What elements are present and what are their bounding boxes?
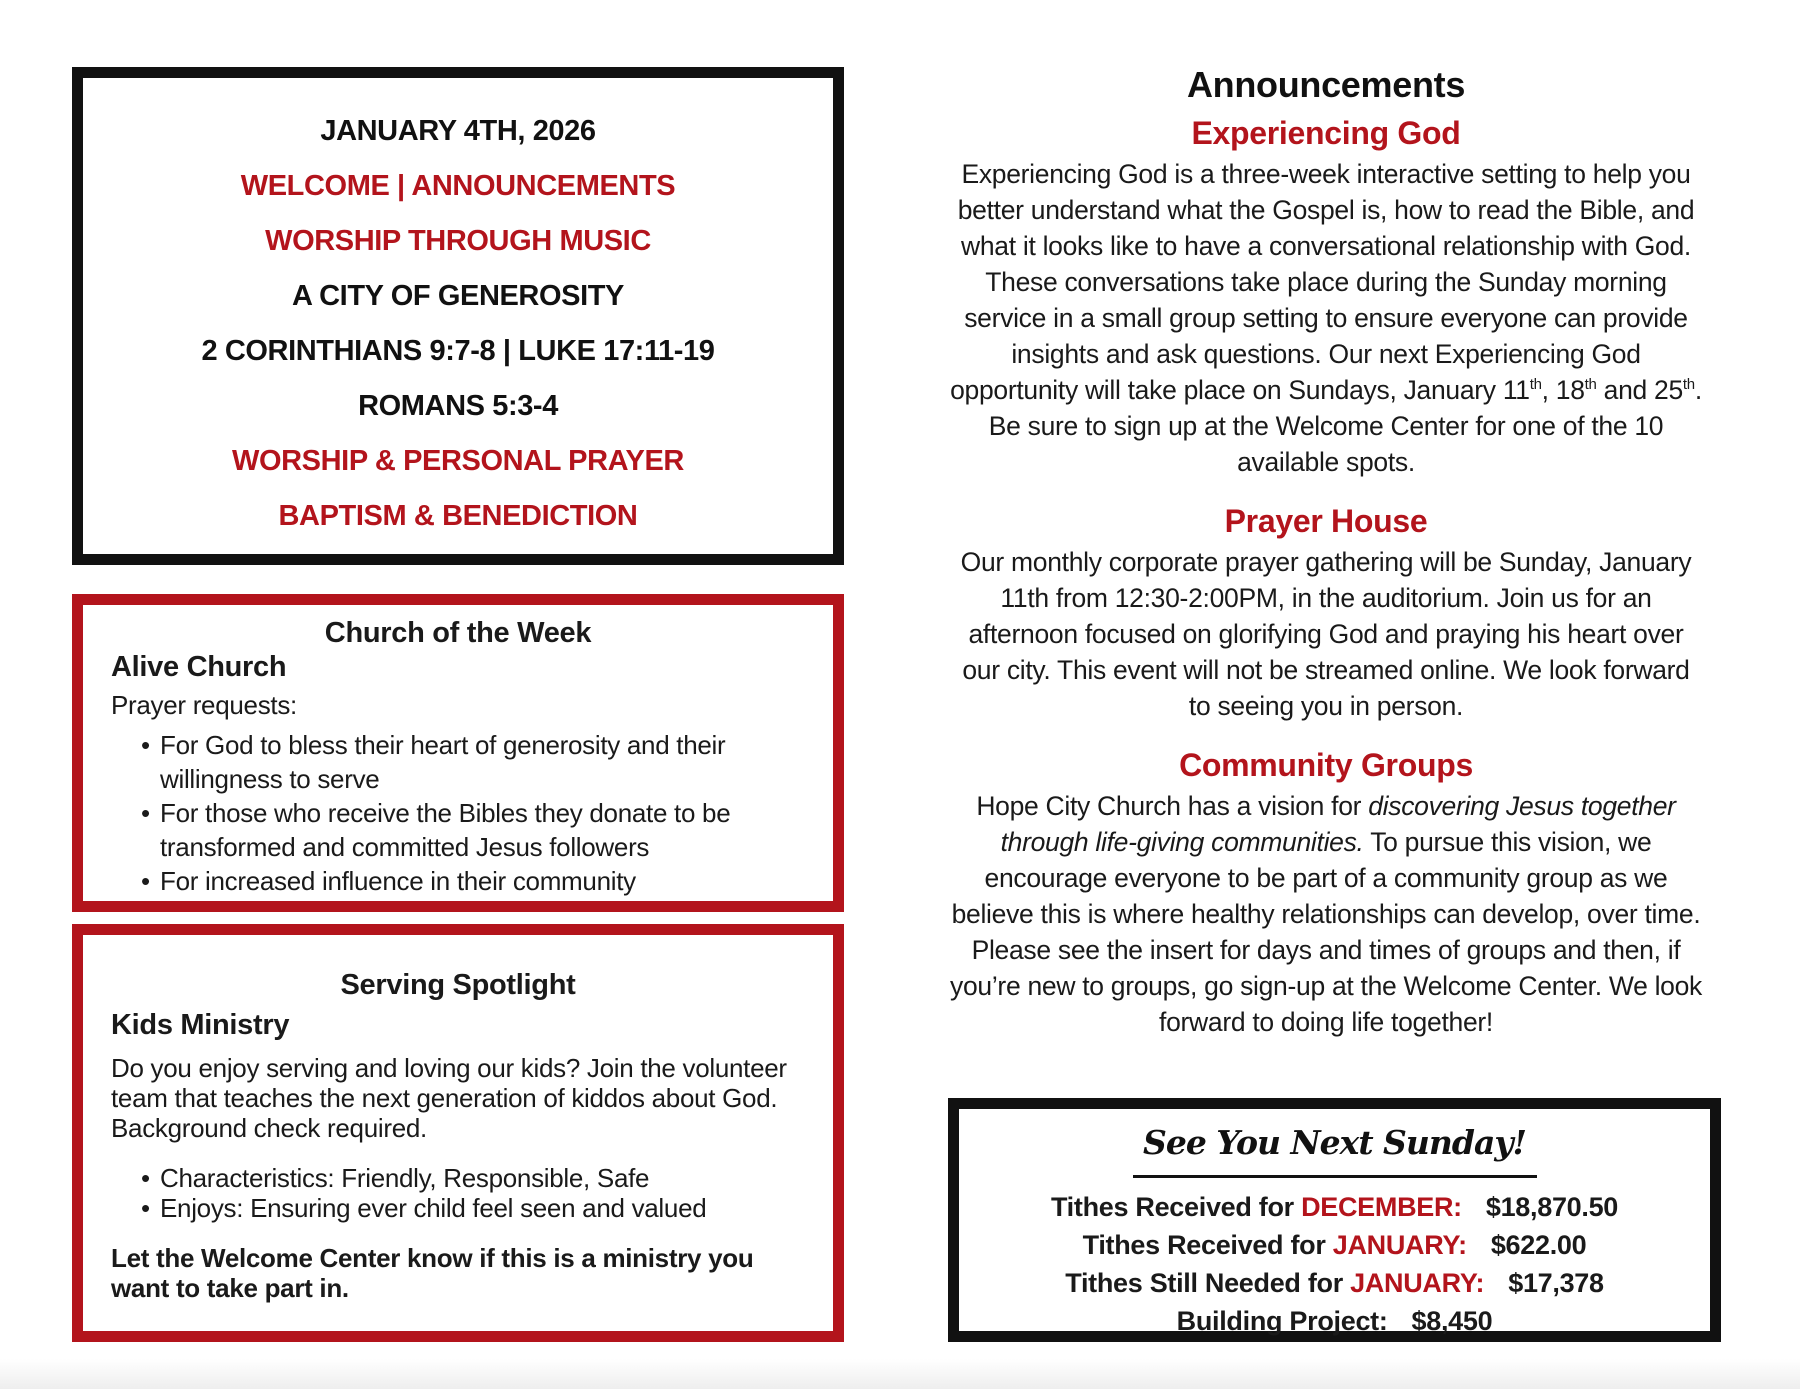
church-of-week-title: Church of the Week (324, 617, 592, 649)
list-item: • For those who receive the Bibles they donate to be transformed and committed Jesus followers (141, 796, 833, 864)
community-groups-text: Hope City Church has a vision for discovering Jesus together through life-giving communities. To pursue this vision, we encourage everyone to be part of a community group as we believe this is where healthy relationships can develop, over time. Please see the insert for days and times of groups and then, if you’re new to groups, go sign-up at the Welcome Center. We look forward to doing life together! (950, 791, 1702, 1037)
see-you-heading: See You Next Sunday! (1143, 1123, 1526, 1162)
ministry-name: Kids Ministry (111, 1009, 290, 1041)
ministry-bullet-list (141, 1163, 833, 1223)
list-item: • Characteristics: Friendly, Responsible, Safe (141, 1163, 833, 1193)
prayer-request-list (141, 728, 833, 898)
list-item: • For God to bless their heart of generosity and their willingness to serve (141, 728, 833, 796)
experiencing-god-text: Experiencing God is a three-week interactive setting to help you better understand what the Gospel is, how to read the Bible, and what it looks like to have a conversational relationship with God. These conversations take place during the Sunday morning service in a small group setting to ensure everyone can provide insights and ask questions. Our next Experiencing God opportunity will take place on Sundays, January 11th, 18th and 25th. Be sure to sign up at the Welcome Center for one of the 10 available spots. (950, 159, 1702, 477)
divider (1133, 1175, 1537, 1178)
order-item-baptism: BAPTISM & BENEDICTION (278, 500, 638, 532)
tithe-row-building-project: Building Project: $8,450 (1176, 1306, 1493, 1336)
list-item: • Enjoys: Ensuring ever child feel seen and valued (141, 1193, 833, 1223)
prayer-house-text: Our monthly corporate prayer gathering will be Sunday, January 11th from 12:30-2:00PM, in the auditorium. Join us for an afternoon focused on glorifying God and praying his heart over our city. This event will not be streamed online. We look forward to seeing you in person. (960, 547, 1692, 721)
list-item: • For increased influence in their community (141, 864, 833, 898)
experiencing-god-heading: Experiencing God (1191, 115, 1461, 151)
sermon-title: A CITY OF GENEROSITY (292, 280, 624, 312)
ministry-description: Do you enjoy serving and loving our kids? Join the volunteer team that teaches the next generation of kiddos about God. Background check required. (111, 1053, 787, 1143)
order-item-worship-prayer: WORSHIP & PERSONAL PRAYER (232, 445, 684, 477)
community-groups-heading: Community Groups (1179, 747, 1473, 783)
order-of-service-box (72, 67, 844, 565)
church-name: Alive Church (111, 651, 287, 683)
announcements-column (950, 60, 1702, 1040)
announcements-title: Announcements (1186, 64, 1466, 105)
scripture-reference-2: ROMANS 5:3-4 (358, 390, 558, 422)
order-item-worship-music: WORSHIP THROUGH MUSIC (265, 225, 651, 257)
service-date: JANUARY 4TH, 2026 (320, 115, 596, 147)
serving-spotlight-title: Serving Spotlight (340, 969, 576, 1001)
tithes-box (948, 1098, 1721, 1342)
church-of-week-box (72, 594, 844, 912)
serving-spotlight-box (72, 924, 844, 1342)
tithe-row-january-received: Tithes Received for JANUARY: $622.00 (1082, 1230, 1587, 1260)
scripture-reference: 2 CORINTHIANS 9:7-8 | LUKE 17:11-19 (201, 335, 715, 367)
ministry-call-to-action: Let the Welcome Center know if this is a ministry you want to take part in. (111, 1243, 754, 1303)
tithe-row-december: Tithes Received for DECEMBER: $18,870.50 (1050, 1192, 1619, 1222)
prayer-house-heading: Prayer House (1224, 503, 1428, 539)
page-bottom-shadow (0, 1359, 1800, 1389)
order-item-welcome: WELCOME | ANNOUNCEMENTS (240, 170, 676, 202)
prayer-requests-label: Prayer requests: (111, 690, 297, 720)
tithe-row-january-needed: Tithes Still Needed for JANUARY: $17,378 (1065, 1268, 1604, 1298)
